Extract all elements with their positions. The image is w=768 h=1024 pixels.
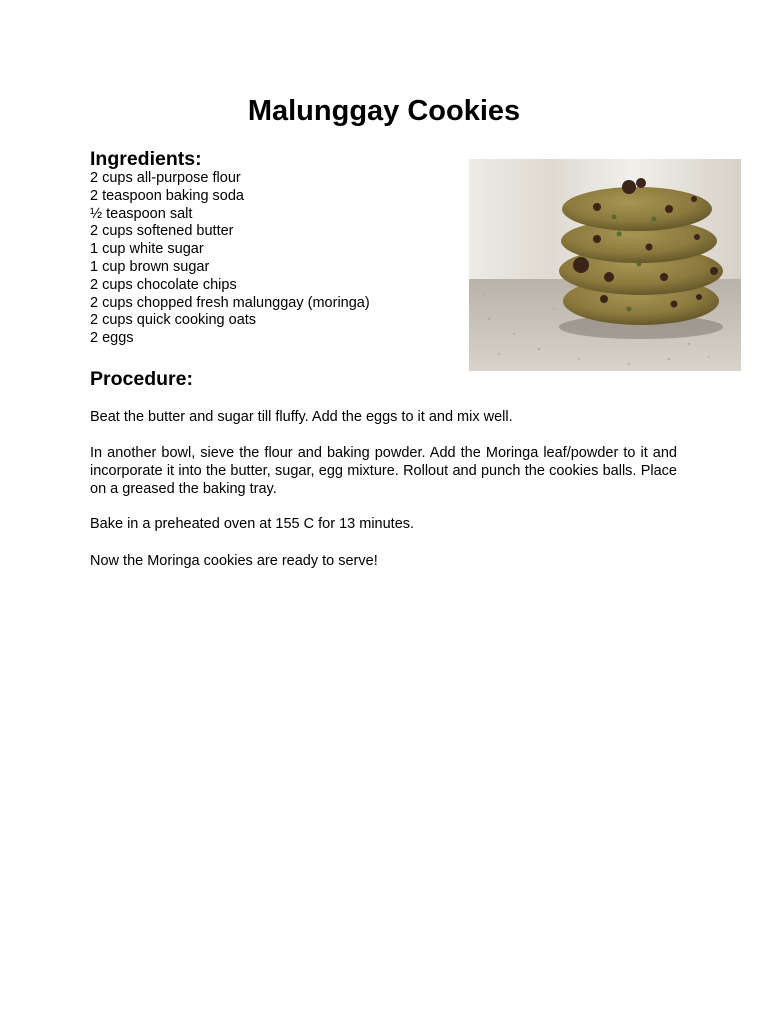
ingredient-item: 2 cups chopped fresh malunggay (moringa) xyxy=(90,294,370,311)
cookies-photo xyxy=(469,159,741,371)
procedure-step: Beat the butter and sugar till fluffy. Add the eggs to it and mix well. xyxy=(90,409,513,425)
procedure-step: Bake in a preheated oven at 155 C for 13 minutes. xyxy=(90,516,415,532)
ingredient-item: 2 cups softened butter xyxy=(90,223,234,240)
ingredient-item: 1 cup white sugar xyxy=(90,241,204,258)
page-title: Malunggay Cookies xyxy=(247,95,521,127)
procedure-step: In another bowl, sieve the flour and baking powder. Add the Moringa leaf/powder to it and incorporate it into the butter, sugar, egg mixture. Rollout and punch the cookies balls. Place on a greased the baking tray. xyxy=(90,445,677,497)
ingredients-heading: Ingredients: xyxy=(90,148,202,170)
ingredient-item: 2 teaspoon baking soda xyxy=(90,187,244,204)
ingredient-item: 2 cups all-purpose flour xyxy=(90,170,241,186)
ingredient-item: 2 cups quick cooking oats xyxy=(90,312,257,329)
ingredient-item: 1 cup brown sugar xyxy=(90,258,210,275)
procedure-step: Now the Moringa cookies are ready to serve! xyxy=(90,553,378,569)
ingredient-item: 2 eggs xyxy=(90,330,134,347)
ingredient-item: 2 cups chocolate chips xyxy=(90,276,237,293)
procedure-heading: Procedure: xyxy=(90,368,193,390)
ingredient-item: ½ teaspoon salt xyxy=(90,205,193,222)
ingredients-list xyxy=(90,170,370,348)
